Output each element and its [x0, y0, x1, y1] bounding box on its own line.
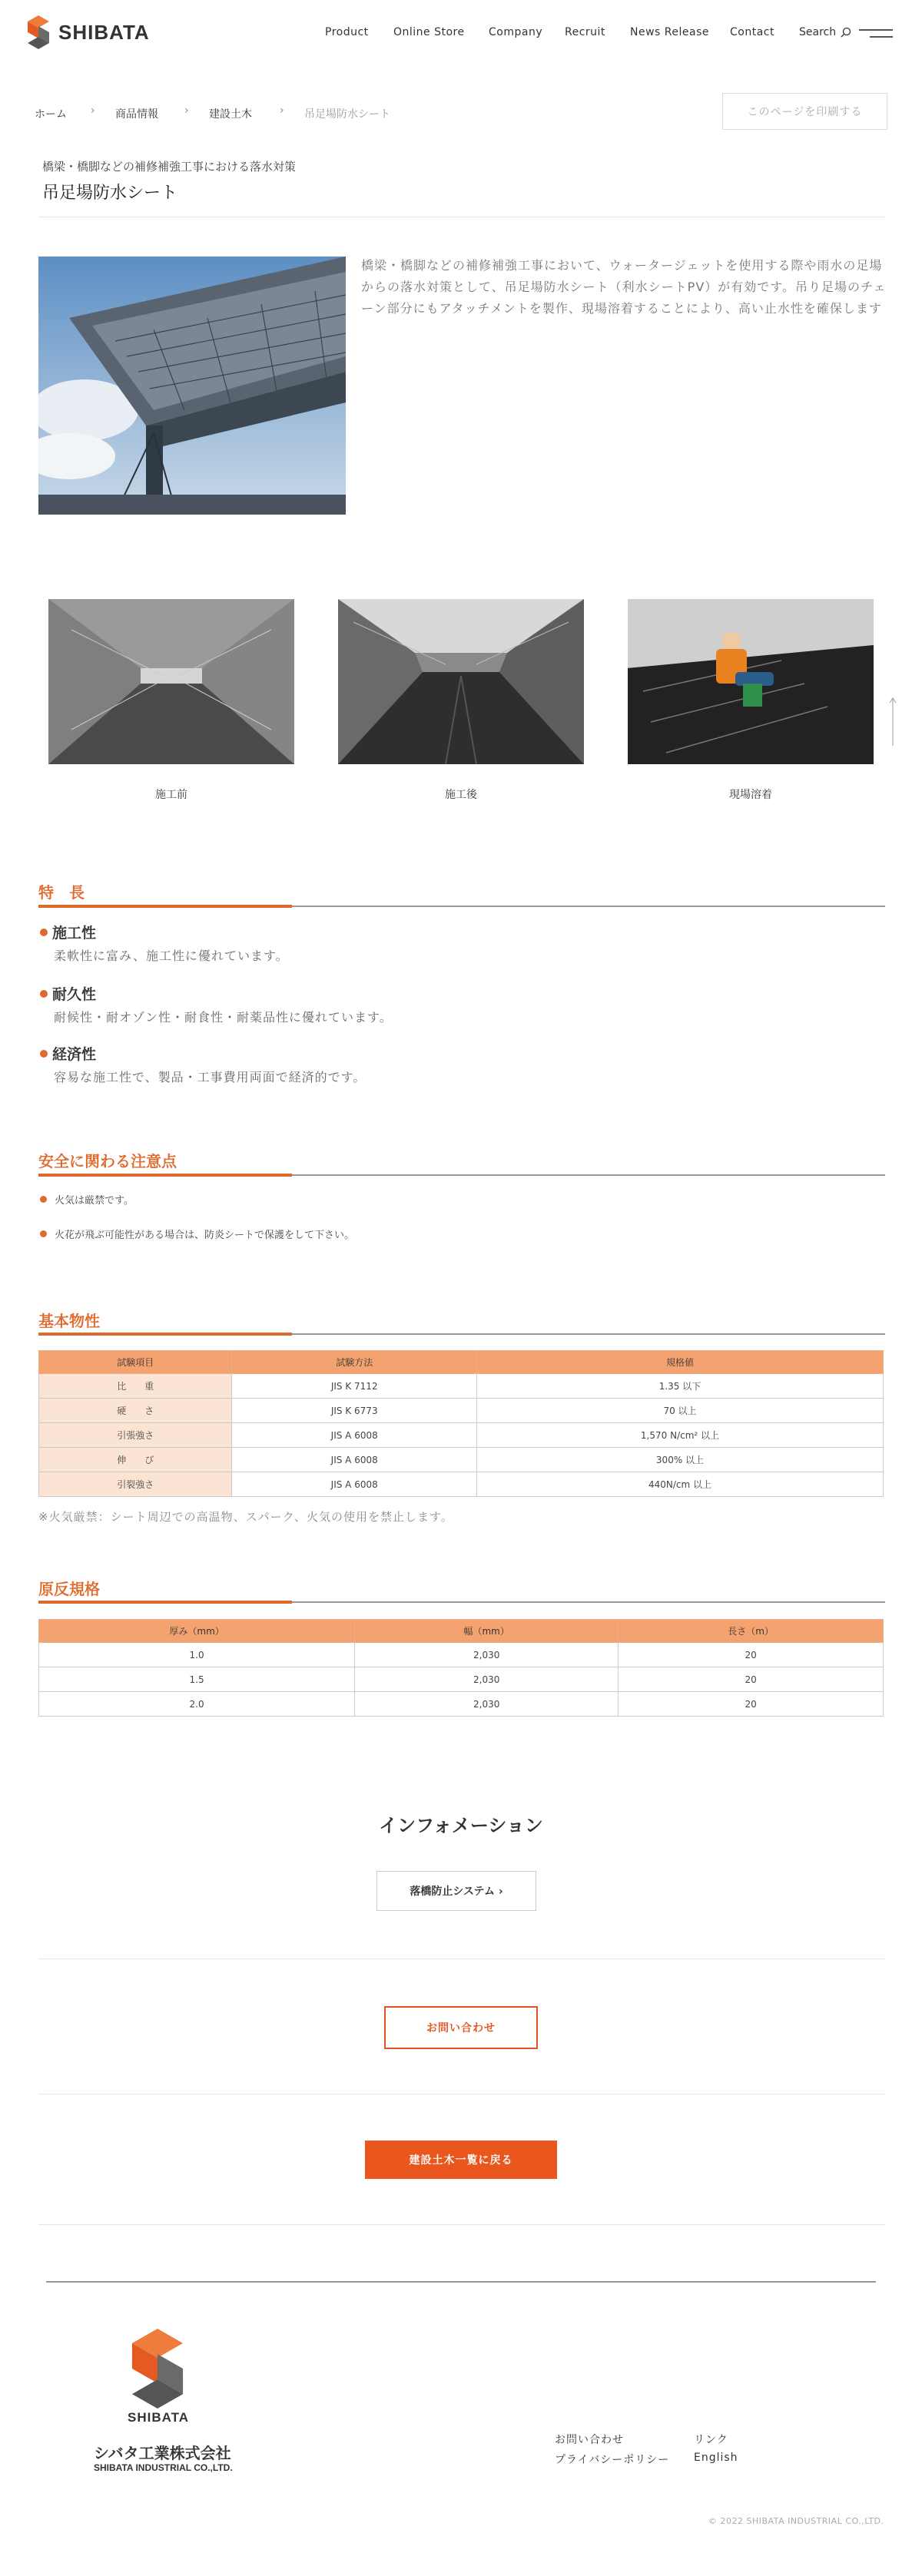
table-row: 引裂強さ JIS A 6008 440N/cm 以上 — [39, 1472, 884, 1497]
feature-desc: 容易な施工性で、製品・工事費用両面で経済的です。 — [54, 1070, 366, 1084]
breadcrumb-civil[interactable]: 建設土木 — [209, 108, 252, 121]
feature-title: 耐久性 — [40, 983, 96, 1004]
table-row: 1.0 2,030 20 — [39, 1643, 884, 1667]
section-underline — [38, 1601, 885, 1604]
spec-heading: 原反規格 — [38, 1580, 100, 1598]
bullet-dot-icon — [40, 929, 48, 936]
table-header: 試験項目 — [39, 1351, 232, 1374]
breadcrumb-current: 吊足場防水シート — [304, 108, 390, 121]
shibata-logo-icon — [26, 15, 51, 49]
table-header: 厚み（mm） — [39, 1620, 355, 1643]
feature-desc: 柔軟性に富み、施工性に優れています。 — [54, 949, 289, 963]
section-underline — [38, 905, 885, 908]
page-top-arrow-icon[interactable] — [887, 695, 898, 749]
page-title: 吊足場防水シート — [42, 184, 178, 203]
footer-link-links[interactable]: リンク — [694, 2434, 728, 2446]
back-to-list-button[interactable]: 建設土木一覧に戻る — [365, 2141, 557, 2179]
search-button[interactable] — [799, 26, 851, 38]
nav-online-store[interactable]: Online Store — [393, 26, 465, 38]
search-label: Search — [799, 26, 837, 38]
footer-brand: SHIBATA — [128, 2410, 190, 2425]
safety-note: 火気は厳禁です。 — [40, 1192, 134, 1207]
breadcrumb-home[interactable]: ホーム — [35, 108, 67, 121]
bullet-dot-icon — [40, 1230, 47, 1237]
print-page-button[interactable]: このページを印刷する — [722, 93, 887, 130]
footer-company-name-en: SHIBATA INDUSTRIAL CO.,LTD. — [94, 2462, 233, 2473]
section-underline — [38, 1333, 885, 1336]
properties-heading: 基本物性 — [38, 1312, 100, 1330]
table-row: 1.5 2,030 20 — [39, 1667, 884, 1692]
copyright: © 2022 SHIBATA INDUSTRIAL CO.,LTD. — [708, 2516, 884, 2526]
product-description: 橋梁・橋脚などの補修補強工事において、ウォータージェットを使用する際や雨水の足場からの落水対策として、吊足場防水シート（利水シートPV）が有効です。吊り足場のチェーン部分にもアタッチメントを製作、現場溶着することにより、高い止水性を確保します — [361, 258, 887, 316]
table-row: 2.0 2,030 20 — [39, 1692, 884, 1717]
gallery-caption: 施工前 — [155, 789, 187, 801]
gallery-image-after[interactable] — [338, 599, 584, 764]
footer-company-name: シバタ工業株式会社 — [94, 2444, 231, 2462]
bullet-dot-icon — [40, 1196, 47, 1203]
section-underline — [38, 1174, 885, 1177]
page-subtitle: 橋梁・橋脚などの補修補強工事における落水対策 — [42, 160, 297, 174]
footer-link-english[interactable]: English — [694, 2452, 738, 2464]
footer-link-contact[interactable]: お問い合わせ — [555, 2434, 624, 2446]
gallery-image-welding[interactable] — [628, 599, 874, 764]
breadcrumb-chevron-icon: › — [91, 104, 95, 117]
nav-company[interactable]: Company — [489, 26, 543, 38]
properties-table — [38, 1350, 884, 1497]
table-row: 引張強さ JIS A 6008 1,570 N/cm² 以上 — [39, 1423, 884, 1448]
brand-name: SHIBATA — [58, 20, 150, 44]
info-heading: インフォメーション — [379, 1815, 543, 1836]
table-row: 伸 び JIS A 6008 300% 以上 — [39, 1448, 884, 1472]
hamburger-menu-icon[interactable] — [859, 28, 893, 40]
safety-note: 火花が飛ぶ可能性がある場合は、防炎シートで保護をして下さい。 — [40, 1227, 354, 1241]
spec-table — [38, 1619, 884, 1717]
nav-news-release[interactable]: News Release — [630, 26, 709, 38]
feature-title: 経済性 — [40, 1043, 96, 1064]
table-header: 規格値 — [476, 1351, 883, 1374]
divider — [38, 1958, 885, 1959]
table-header: 長さ（m） — [619, 1620, 884, 1643]
footer-link-privacy[interactable]: プライバシーポリシー — [555, 2454, 670, 2466]
search-icon — [841, 27, 851, 38]
breadcrumb-chevron-icon: › — [280, 104, 284, 117]
breadcrumb-chevron-icon: › — [184, 104, 189, 117]
footer-logo-icon — [127, 2329, 188, 2409]
gallery-caption: 現場溶着 — [729, 789, 772, 801]
main-product-image — [38, 257, 346, 515]
safety-heading: 安全に関わる注意点 — [38, 1152, 177, 1170]
bullet-dot-icon — [40, 1050, 48, 1058]
gallery-caption: 施工後 — [445, 789, 477, 801]
gallery-image-before[interactable] — [48, 599, 294, 764]
bullet-dot-icon — [40, 990, 48, 998]
contact-button[interactable]: お問い合わせ — [384, 2006, 538, 2049]
breadcrumb-products[interactable]: 商品情報 — [115, 108, 158, 121]
nav-recruit[interactable]: Recruit — [565, 26, 605, 38]
nav-product[interactable]: Product — [325, 26, 369, 38]
footer-divider — [46, 2281, 876, 2283]
info-link-button[interactable]: 落橋防止システム › — [376, 1871, 536, 1911]
site-logo[interactable] — [26, 15, 150, 49]
properties-note: ※火気厳禁：シート周辺での高温物、スパーク、火気の使用を禁止します。 — [38, 1510, 453, 1524]
nav-contact[interactable]: Contact — [730, 26, 774, 38]
feature-desc: 耐候性・耐オゾン性・耐食性・耐薬品性に優れています。 — [54, 1010, 393, 1025]
table-header: 幅（mm） — [355, 1620, 619, 1643]
feature-title: 施工性 — [40, 922, 96, 942]
table-header: 試験方法 — [232, 1351, 477, 1374]
table-row: 比 重 JIS K 7112 1.35 以下 — [39, 1374, 884, 1399]
divider — [38, 2224, 885, 2225]
features-heading: 特 長 — [38, 883, 85, 902]
table-row: 硬 さ JIS K 6773 70 以上 — [39, 1399, 884, 1423]
